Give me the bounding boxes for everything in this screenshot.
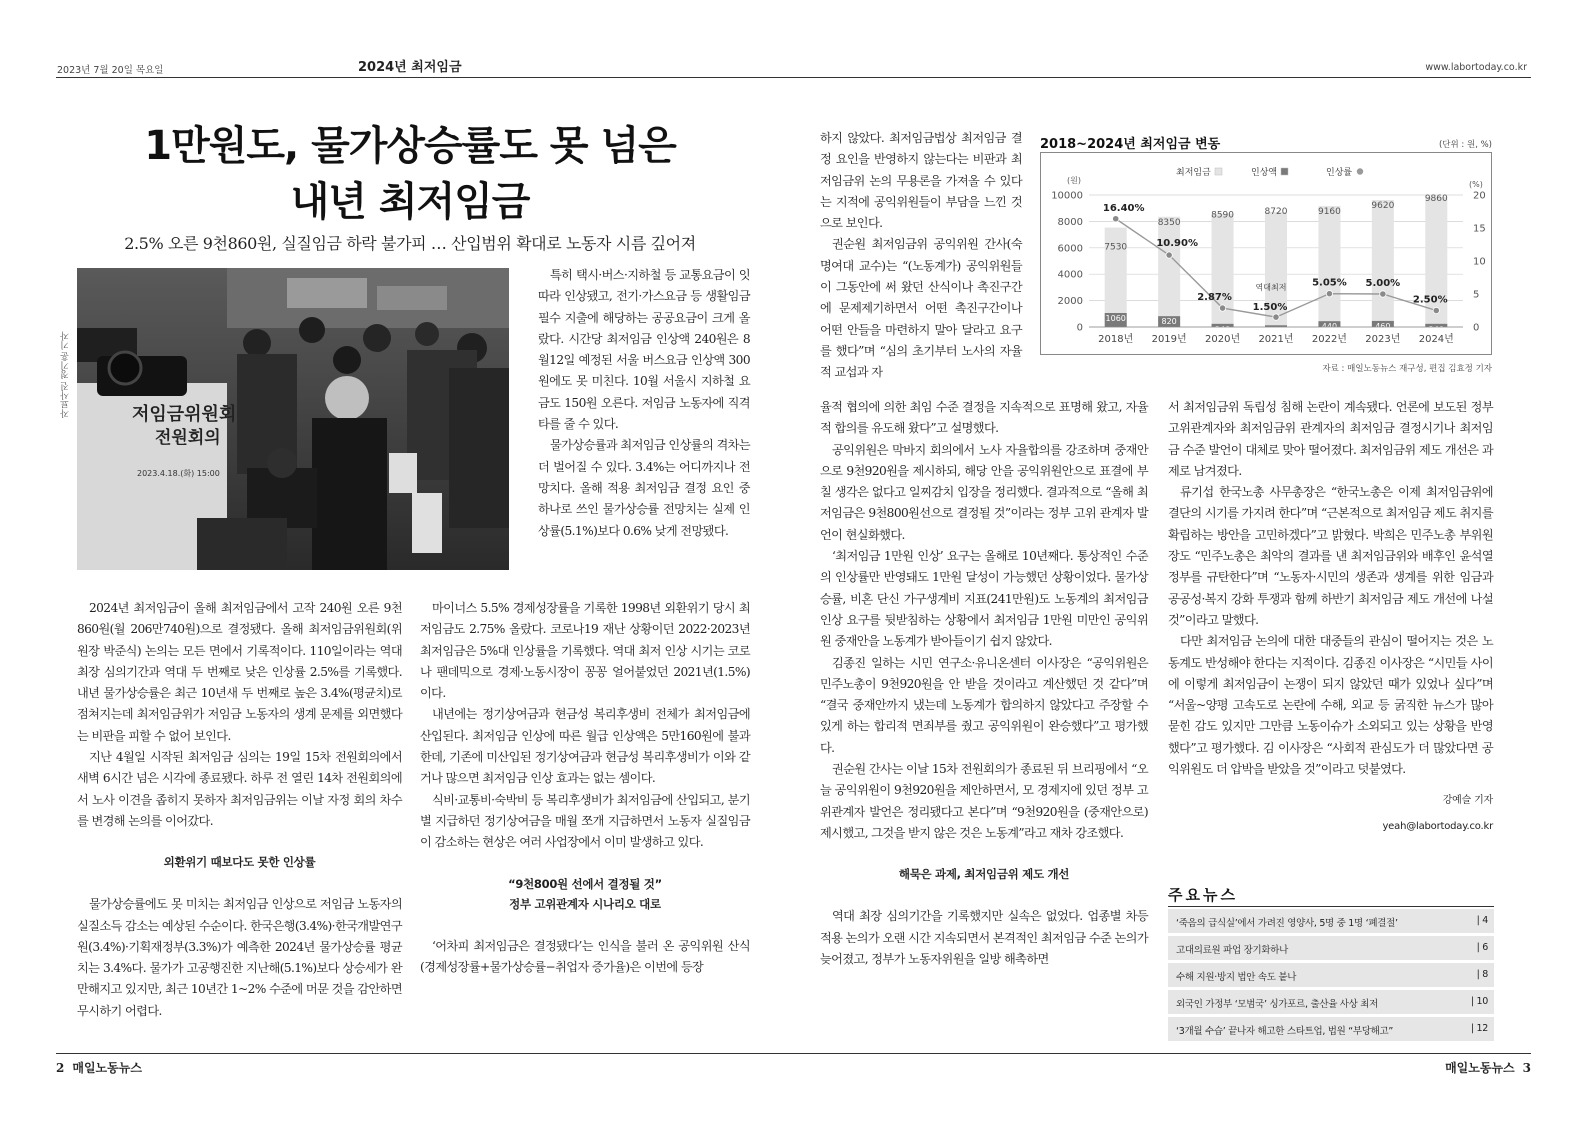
- byline-email[interactable]: yeah@labortoday.co.kr: [1382, 821, 1493, 833]
- y-tick-left: 2000: [1057, 296, 1083, 308]
- site-url[interactable]: www.labortoday.co.kr: [1425, 62, 1527, 73]
- photo-sign-line-1: 저임금위원회: [132, 404, 237, 425]
- data-label-increase-rate: 1.50%: [1252, 302, 1288, 314]
- article-column-3-top: [820, 128, 1022, 384]
- data-label-increase-amount: 820: [1161, 317, 1177, 327]
- y-tick-right: 0: [1473, 322, 1480, 334]
- photo-sign-date: 2023.4.18.(화) 15:00: [137, 469, 220, 478]
- key-news-item[interactable]: [1168, 1017, 1494, 1041]
- photo-sign-line-2: 전원회의: [155, 428, 221, 448]
- paragraph: ‘어차피 최저임금은 결정됐다’는 인식을 불러 온 공익위원 산식(경제성장률+물가상승률−취업자 증가율)은 이번에 등장: [420, 938, 750, 974]
- legend-label: 인상률: [1326, 168, 1353, 178]
- data-label-increase-rate: 2.50%: [1412, 294, 1448, 306]
- paragraph: 지난 4월일 시작된 최저임금 심의는 19일 15차 전원회의에서 새벽 6시간 넘은 시각에 종료됐다. 하루 전 열린 14차 전원회의에서 노사 이견을 좁히지 못하자 최저임금위는 이날 자정 회의 차수를 변경해 논의를 이어갔다.: [77, 750, 402, 828]
- data-label-minimum-wage: 7530: [1104, 242, 1128, 253]
- paragraph: 2024년 최저임금이 올해 최저임금에서 고작 240원 오른 9천860원(월 206만740원)으로 결정됐다. 올해 최저임금위원회(위원장 박준식) 논의는 모든 면에서 기록적이다. 110일이라는 역대 최장 심의기간과 역대 두 번째로 낮은 인상률 2.5%를 기록했다. 내년 물가상승률은 최근 10년새 두 번째로 높은 3.4%(평균치)로 점쳐지는데 최저임금위가 저임금 노동자의 생계 문제를 외면했다는 비판을 피할 수 없어 보인다.: [77, 601, 402, 743]
- footer-rule: [56, 1053, 1531, 1054]
- key-news-item[interactable]: [1168, 936, 1494, 960]
- chart-unit-note: (단위 : 원, %): [1438, 140, 1492, 150]
- key-news-list: [1168, 909, 1494, 1044]
- key-news-item[interactable]: [1168, 963, 1494, 987]
- brand-logo-right: 매일노동뉴스: [1445, 1061, 1515, 1075]
- section-heading: 외환위기 때보다도 못한 인상률: [163, 855, 316, 870]
- x-tick-label: 2024년: [1418, 334, 1454, 345]
- key-news-rule: [1168, 906, 1494, 907]
- article-column-1: [77, 598, 402, 1022]
- data-label-minimum-wage: 8590: [1211, 210, 1235, 221]
- bar-minimum-wage: [1158, 217, 1180, 327]
- paragraph: 권순원 간사는 이날 15차 전원회의가 종료된 뒤 브리핑에서 “오늘 공익위원이 9천920원을 제안하면서, 모 경제지에 있던 정부 고위관계자 발언은 정리됐다고 본다”며 “9천920원을 (중재안으로) 제시했고, 그것을 받지 않은 것은 노동계”라고 재차 강조했다.: [820, 762, 1148, 840]
- data-label-increase-rate: 2.87%: [1197, 292, 1232, 304]
- data-label-minimum-wage: 9620: [1371, 201, 1395, 212]
- y-tick-right: 10: [1473, 256, 1486, 268]
- section-heading: 해묵은 과제, 최저임금위 제도 개선: [898, 867, 1070, 882]
- key-news-page: | 8: [1476, 969, 1488, 980]
- paragraph: 류기섭 한국노총 사무총장은 “한국노총은 이제 최저임금위에 결단의 시기를 가지려 한다”며 “근본적으로 최저임금 제도 취지를 확립하는 방안을 고민하겠다”고 밝혔다. 박희은 민주노총 부위원장도 “민주노총은 최악의 결과를 낸 최저임금위와 배후인 윤석열 정부를 규탄한다”며 “노동자·시민의 생존과 생계를 위한 임금과 공공성·복지 강화 투쟁과 함께 하반기 최저임금 제도 개선에 나설 것”이라고 말했다.: [1168, 485, 1493, 627]
- key-news-text: ‘3개월 수습’ 끝나자 해고한 스타트업, 법원 “부당해고”: [1176, 1026, 1394, 1037]
- key-news-page: | 12: [1470, 1023, 1488, 1034]
- data-label-minimum-wage: 9860: [1424, 193, 1448, 204]
- legend-swatch: [1357, 168, 1363, 174]
- y-tick-right: 20: [1473, 190, 1486, 202]
- photo-credit: 자료사진 정기훈 기자: [61, 331, 71, 418]
- y-tick-right: 5: [1473, 289, 1480, 301]
- data-label-minimum-wage: 8720: [1264, 206, 1288, 217]
- paragraph: 율적 협의에 의한 최임 수준 결정을 지속적으로 표명해 왔고, 자율적 합의를 유도해 왔다”고 설명했다.: [820, 400, 1148, 436]
- section-heading-line-1: “9천800원 선에서 결정될 것”: [508, 876, 662, 891]
- paragraph: 역대 최장 심의기간을 기록했지만 실속은 없었다. 업종별 차등적용 논의가 오랜 시간 지속되면서 본격적인 최저임금 수준 논의가 늦어졌고, 정부가 노동자위원을 일방 해촉하면: [820, 909, 1148, 966]
- y-tick-left: 0: [1076, 322, 1083, 334]
- footer-left: [56, 1059, 142, 1076]
- data-label-minimum-wage: 8350: [1157, 217, 1181, 228]
- x-tick-label: 2019년: [1151, 334, 1187, 345]
- paragraph: ‘최저임금 1만원 인상’ 요구는 올해로 10년째다. 통상적인 수준의 인상률만 반영돼도 1만원 달성이 가능했던 상황이었다. 물가상승률, 비혼 단신 가구생계비 지표(241만원)도 노동계의 최저임금 인상 요구를 뒷받침하는 상황에서 최저임금 1만원 미만인 공익위원 중재안을 노동계가 받아들이기 쉽지 않았다.: [820, 549, 1148, 649]
- bar-minimum-wage: [1372, 200, 1394, 327]
- key-news-text: ‘죽음의 급식실’에서 가려진 영양사, 5명 중 1명 ‘폐결절’: [1176, 918, 1398, 929]
- point-increase-rate: [1380, 291, 1386, 297]
- key-news-page: | 6: [1476, 942, 1488, 953]
- key-news-text: 수해 지원·방지 법안 속도 붙나: [1176, 972, 1297, 983]
- x-tick-label: 2021년: [1258, 334, 1294, 345]
- paragraph: 물가상승률에도 못 미치는 최저임금 인상으로 저임금 노동자의 실질소득 감소는 예상된 수순이다. 한국은행(3.4%)·한국개발연구원(3.4%)·기획재정부(3.3%)가 예측한 2024년 물가상승률 평균치는 3.4%다. 물가가 고공행진한 지난해(5.1%)보다 상승세가 완만해지고 있지만, 최근 10년간 1~2% 수준에 머문 것을 감안하면 무시하기 어렵다.: [77, 897, 402, 1018]
- footer-right: [1445, 1059, 1531, 1076]
- legend-label: 인상액: [1251, 168, 1278, 178]
- y-tick-left: 6000: [1057, 243, 1083, 255]
- subheadline: 2.5% 오른 9천860원, 실질임금 하락 불가피 … 산입범위 확대로 노동자 시름 깊어져: [124, 234, 696, 253]
- article-column-3: [820, 397, 1148, 970]
- key-news-page: | 4: [1476, 915, 1488, 926]
- section-title: 2024년 최저임금: [358, 60, 462, 75]
- y-tick-right: 15: [1473, 223, 1486, 235]
- point-increase-rate: [1433, 307, 1439, 313]
- x-tick-label: 2018년: [1098, 334, 1134, 345]
- article-column-4: [1168, 397, 1493, 836]
- data-label-increase-rate: 10.90%: [1156, 238, 1198, 250]
- chart-source: 자료 : 매일노동뉴스 재구성, 편집 김효정 기자: [1322, 364, 1492, 374]
- point-increase-rate: [1219, 305, 1225, 311]
- paragraph: 마이너스 5.5% 경제성장률을 기록한 1998년 외환위기 당시 최저임금도 2.75% 올랐다. 코로나19 재난 상황이던 2022·2023년 최저임금은 5%대 인상률을 기록했다. 역대 최저 인상 시기는 코로나 팬데믹으로 경제·노동시장이 꽁꽁 얼어붙었던 2021년(1.5%)이다.: [420, 601, 750, 701]
- paragraph: 내년에는 정기상여금과 현금성 복리후생비 전체가 최저임금에 산입된다. 최저임금 인상에 따른 월급 인상액은 5만160원에 불과한데, 기존에 미산입된 정기상여금과 현금성 복리후생비가 이와 같거나 많으면 최저임금 인상 효과는 없는 셈이다.: [420, 707, 750, 786]
- key-news-title: 주요뉴스: [1168, 886, 1238, 904]
- paragraph: 특히 택시·버스·지하철 등 교통요금이 잇따라 인상됐고, 전기·가스요금 등 생활임금 필수 지출에 해당하는 공공요금이 크게 올랐다. 시간당 최저임금 인상액 240원은 8월12일 예정된 서울 버스요금 인상액 300원에도 못 미친다. 10월 서울시 지하철 요금도 150원 오른다. 저임금 노동자에 직격타를 줄 수 있다.: [538, 268, 750, 432]
- paragraph: 물가상승률과 최저임금 인상률의 격차는 더 벌어질 수 있다. 3.4%는 어디까지나 전망치다. 올해 적용 최저임금 결정 요인 중 하나로 쓰인 물가상승률 전망치는 실제 인상률(5.1%)보다 0.6% 낮게 전망됐다.: [538, 438, 750, 538]
- data-label-increase-amount: 440: [1321, 322, 1338, 332]
- headline: [90, 118, 730, 230]
- protest-photo-illustration: [77, 268, 509, 570]
- brand-logo-left: 매일노동뉴스: [72, 1061, 142, 1075]
- data-label-increase-amount: 130: [1268, 326, 1284, 336]
- y-tick-left: 8000: [1057, 216, 1083, 228]
- page-number-left: 2: [56, 1061, 65, 1075]
- paragraph: 식비·교통비·숙박비 등 복리후생비가 최저임금에 산입되고, 분기별 지급하던 정기상여금을 매월 쪼개 지급하면서 노동자 실질임금이 감소하는 현상은 여러 사업장에서 이미 발생하고 있다.: [420, 792, 750, 850]
- byline-name: 강예슬 기자: [1442, 795, 1493, 807]
- legend-swatch: [1281, 168, 1288, 175]
- paragraph: 다만 최저임금 논의에 대한 대중들의 관심이 떨어지는 것은 노동계도 반성해야 한다는 지적이다. 김종진 이사장은 “시민들 사이에 이렇게 최저임금이 논쟁이 되지 않았던 때가 있었나 싶다”며 “서울~양평 고속도로 논란에 수해, 외교 등 굵직한 뉴스가 많아 묻힌 감도 있지만 그만큼 노동이슈가 소외되고 있는 상황을 반영했다”고 평가했다. 김 이사장은 “사회적 관심도가 더 많았다면 공익위원도 더 압박을 받았을 것”이라고 덧붙였다.: [1168, 634, 1493, 777]
- data-label-increase-amount: 460: [1375, 321, 1391, 331]
- key-news-item[interactable]: [1168, 990, 1494, 1014]
- x-tick-label: 2023년: [1365, 334, 1401, 345]
- point-increase-rate: [1166, 252, 1172, 258]
- chart-title: 2018~2024년 최저임금 변동: [1040, 137, 1221, 152]
- news-photo: [77, 268, 509, 570]
- point-increase-rate: [1113, 216, 1119, 222]
- article-column-2-top: [538, 265, 750, 542]
- point-increase-rate: [1273, 314, 1279, 320]
- section-heading: [420, 874, 750, 914]
- headline-line-1: 1만원도, 물가상승률도 못 넘은: [144, 123, 676, 169]
- paragraph: 김종진 일하는 시민 연구소·유니온센터 이사장은 “공익위원은 민주노총이 9천920원을 안 받을 것이라고 계산했던 것 같다”며 “결국 중재안까지 냈는데 노동계가 합의하지 않았다고 주장할 수 있게 하는 합리적 면죄부를 줬고 공익위원이 완승했다”고 평가했다.: [820, 655, 1148, 755]
- bar-minimum-wage: [1318, 206, 1340, 327]
- legend-label: 최저임금: [1176, 168, 1211, 178]
- data-label-minimum-wage: 9160: [1317, 207, 1341, 218]
- section-heading-line-2: 정부 고위관계자 시나리오 대로: [509, 896, 661, 911]
- page-number-right: 3: [1522, 1061, 1531, 1075]
- headline-line-2: 내년 최저임금: [290, 179, 530, 225]
- paragraph: 공익위원은 막바지 회의에서 노사 자율합의를 강조하며 중재안으로 9천920원을 제시하되, 해당 안을 공익위원안으로 표결에 부칠 생각은 없다고 일찌감치 입장을 정리했다. 결과적으로 “올해 최저임금은 9천800원선으로 결정될 것”이라는 정부 고위 관계자 발언이 현실화했다.: [820, 442, 1148, 542]
- legend-swatch: [1215, 168, 1222, 175]
- paragraph: 권순원 최저임금위 공익위원 간사(숙명여대 교수)는 “(노동계가) 공익위원들이 그동안에 써 왔던 산식이나 촉진구간에 문제제기하면서 어떤 촉진구간이나 어떤 안들을 마련하지 말아 달라고 요구를 했다”며 “심의 초기부터 노사의 자율적 교섭과 자: [820, 237, 1022, 380]
- paragraph: 서 최저임금위 독립성 침해 논란이 계속됐다. 언론에 보도된 정부 고위관계자와 최저임금위 관계자의 최저임금 결정시기나 최저임금 수준 발언이 대체로 맞아 떨어졌다. 최저임금위 제도 개선은 과제로 남겨졌다.: [1168, 400, 1493, 478]
- data-label-increase-rate: 5.00%: [1365, 278, 1401, 289]
- x-tick-label: 2022년: [1311, 334, 1347, 345]
- article-column-2: [420, 598, 750, 978]
- annotation-record-low: 역대최저: [1255, 283, 1287, 293]
- paragraph: 하지 않았다. 최저임금법상 최저임금 결정 요인을 반영하지 않는다는 비판과 최저임금위 논의 무용론을 가져올 수 있다는 지적에 공익위원들이 부담을 느낀 것으로 보인다.: [820, 131, 1022, 231]
- point-increase-rate: [1326, 290, 1332, 296]
- y-tick-left: 4000: [1057, 269, 1083, 281]
- x-tick-label: 2020년: [1205, 334, 1241, 345]
- y-tick-left: 10000: [1051, 190, 1083, 202]
- minimum-wage-chart: [1040, 152, 1492, 355]
- header-rule: [56, 77, 1531, 78]
- data-label-increase-amount: 1060: [1105, 314, 1126, 324]
- chart-svg: [1041, 153, 1491, 354]
- data-label-increase-rate: 5.05%: [1312, 277, 1347, 289]
- key-news-text: 외국인 가정부 ‘모범국’ 싱가포르, 출산율 사상 최저: [1176, 999, 1379, 1010]
- key-news-text: 고대의료원 파업 장기화하나: [1176, 945, 1288, 956]
- data-label-increase-amount: 240: [1214, 324, 1231, 334]
- issue-date: 2023년 7월 20일 목요일: [57, 65, 164, 76]
- key-news-page: | 10: [1470, 996, 1488, 1007]
- key-news-item[interactable]: [1168, 909, 1494, 933]
- y-label-left: (원): [1067, 176, 1081, 185]
- data-label-increase-rate: 16.40%: [1102, 202, 1145, 214]
- data-label-increase-amount: 240: [1428, 324, 1444, 334]
- y-label-right: (%): [1469, 180, 1483, 189]
